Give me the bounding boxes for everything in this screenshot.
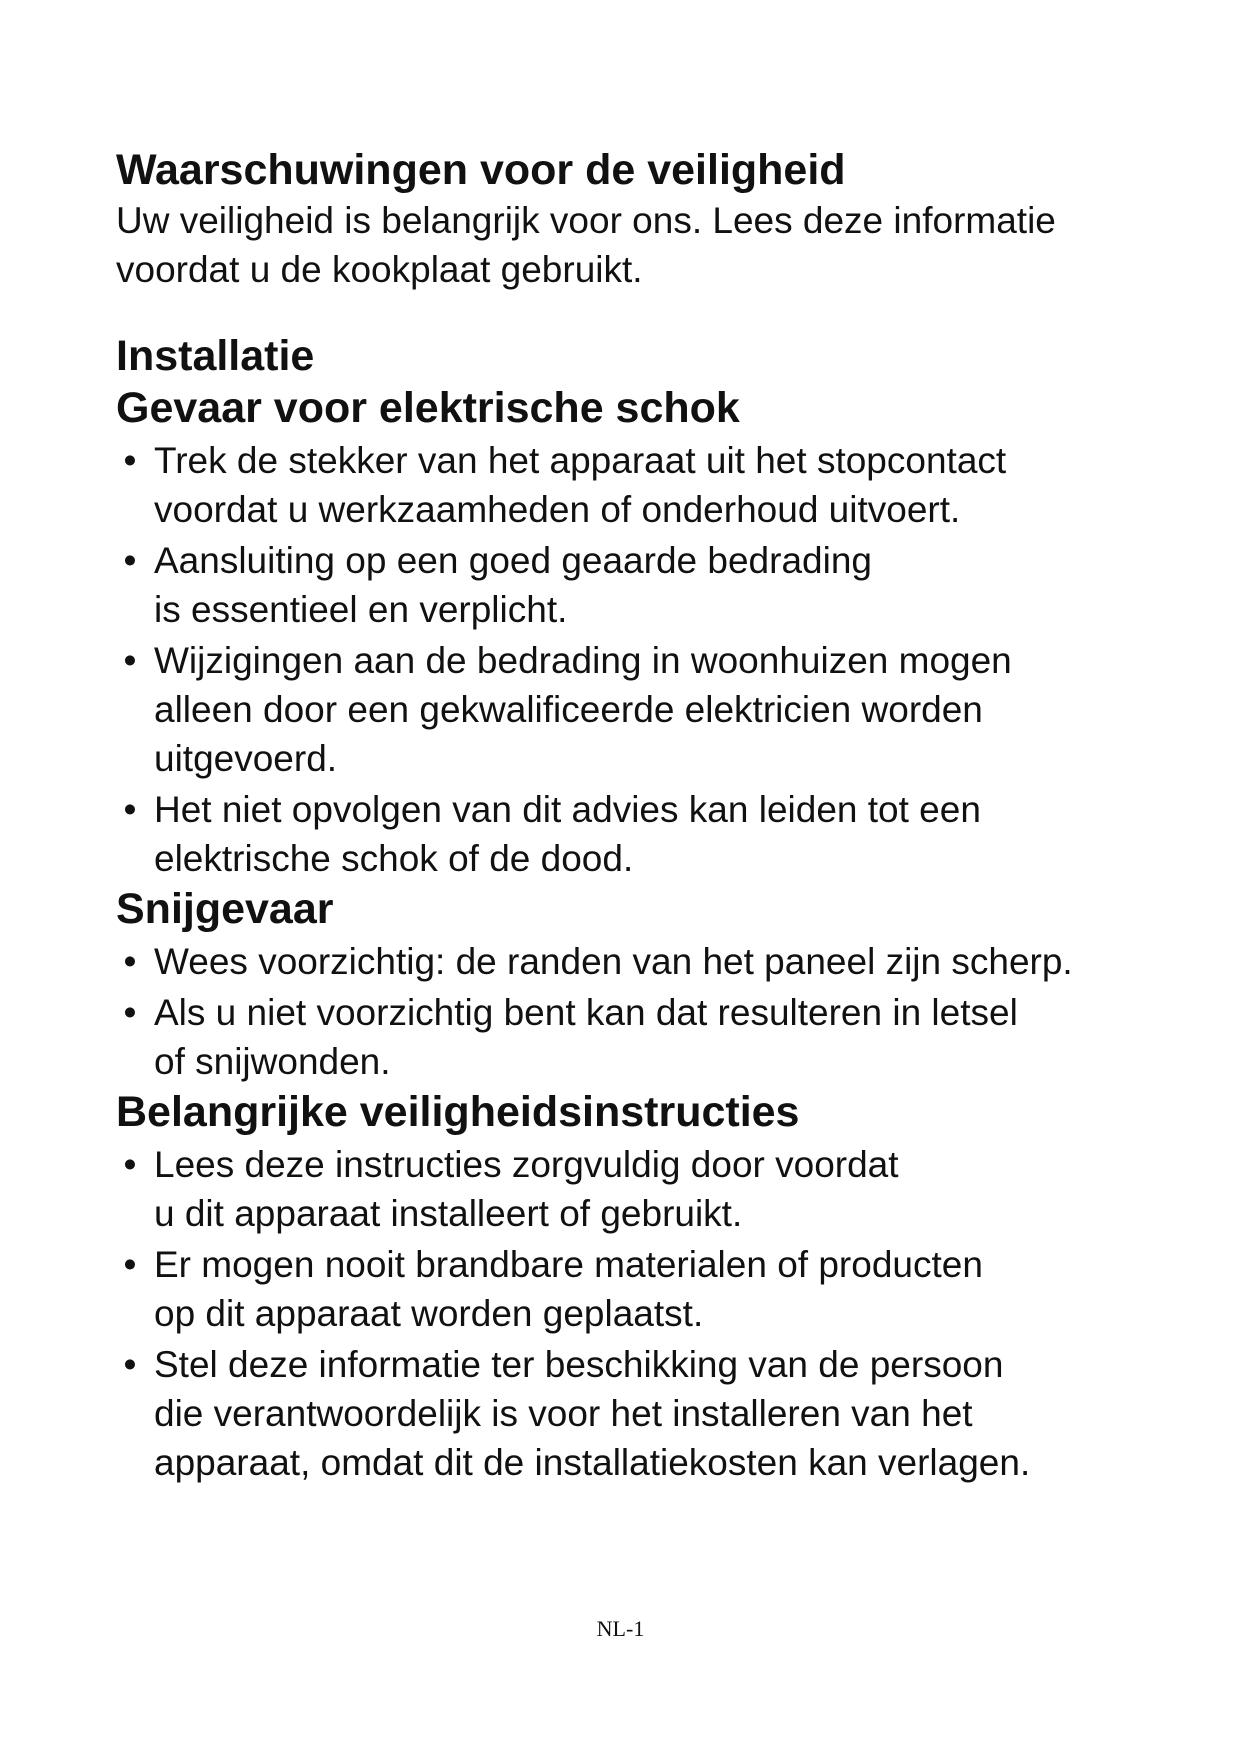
list-item-line: uitgevoerd.	[154, 738, 338, 779]
list-item-line: Wijzigingen aan de bedrading in woonhuizen mogen	[154, 640, 1012, 681]
bullet-icon: •	[123, 1244, 137, 1285]
list-item-line: Wees voorzichtig: de randen van het paneel zijn scherp.	[154, 941, 1073, 982]
list-item	[116, 785, 1196, 883]
intro-line: voordat u de kookplaat gebruikt.	[116, 249, 643, 290]
list-item	[116, 1240, 1196, 1338]
bullet-icon: •	[123, 941, 137, 982]
bullet-icon: •	[123, 1144, 137, 1185]
section-heading: Belangrijke veiligheidsinstructies	[116, 1088, 800, 1136]
section-subheading: Gevaar voor elektrische schok	[116, 384, 740, 432]
list-item	[116, 1340, 1196, 1487]
intro-line: Uw veiligheid is belangrijk voor ons. Lees deze informatie	[116, 200, 1056, 241]
bullet-icon: •	[123, 992, 137, 1033]
list-item-line: elektrische schok of de dood.	[154, 838, 634, 879]
list-item-line: Aansluiting op een goed geaarde bedrading	[154, 540, 872, 581]
list-item-line: apparaat, omdat dit de installatiekosten kan verlagen.	[154, 1442, 1031, 1483]
bullet-list	[116, 1140, 1196, 1487]
intro-paragraph	[116, 196, 1196, 294]
page-number: NL-1	[596, 1616, 645, 1641]
bullet-icon: •	[123, 640, 137, 681]
list-item-line: die verantwoordelijk is voor het installeren van het	[154, 1393, 973, 1434]
section-heading: Installatie	[116, 332, 315, 380]
bullet-icon: •	[123, 440, 137, 481]
list-item-line: Er mogen nooit brandbare materialen of producten	[154, 1244, 983, 1285]
page-title: Waarschuwingen voor de veiligheid	[116, 146, 846, 194]
bullet-icon: •	[123, 789, 137, 830]
list-item	[116, 1140, 1196, 1238]
list-item-line: Het niet opvolgen van dit advies kan leiden tot een	[154, 789, 981, 830]
list-item	[116, 937, 1196, 986]
list-item-line: voordat u werkzaamheden of onderhoud uitvoert.	[154, 489, 961, 530]
list-item-line: Lees deze instructies zorgvuldig door voordat	[154, 1144, 899, 1185]
list-item	[116, 536, 1196, 634]
list-item-line: Stel deze informatie ter beschikking van de persoon	[154, 1344, 1004, 1385]
bullet-icon: •	[123, 540, 137, 581]
list-item	[116, 436, 1196, 534]
bullet-list	[116, 436, 1196, 883]
list-item-line: u dit apparaat installeert of gebruikt.	[154, 1193, 743, 1234]
list-item	[116, 636, 1196, 783]
list-item-line: alleen door een gekwalificeerde elektricien worden	[154, 689, 983, 730]
list-item-line: of snijwonden.	[154, 1041, 391, 1082]
list-item-line: Trek de stekker van het apparaat uit het stopcontact	[154, 440, 1007, 481]
list-item-line: is essentieel en verplicht.	[154, 589, 568, 630]
bullet-icon: •	[123, 1344, 137, 1385]
section-snijgevaar	[116, 883, 1196, 1086]
list-item-line: Als u niet voorzichtig bent kan dat resulteren in letsel	[154, 992, 1018, 1033]
section-heading: Snijgevaar	[116, 885, 334, 933]
section-veiligheidsinstructies	[116, 1086, 1196, 1487]
list-item-line: op dit apparaat worden geplaatst.	[154, 1293, 704, 1334]
list-item	[116, 988, 1196, 1086]
bullet-list	[116, 937, 1196, 1086]
section-installatie	[116, 330, 1196, 883]
document-page	[116, 144, 1196, 1487]
